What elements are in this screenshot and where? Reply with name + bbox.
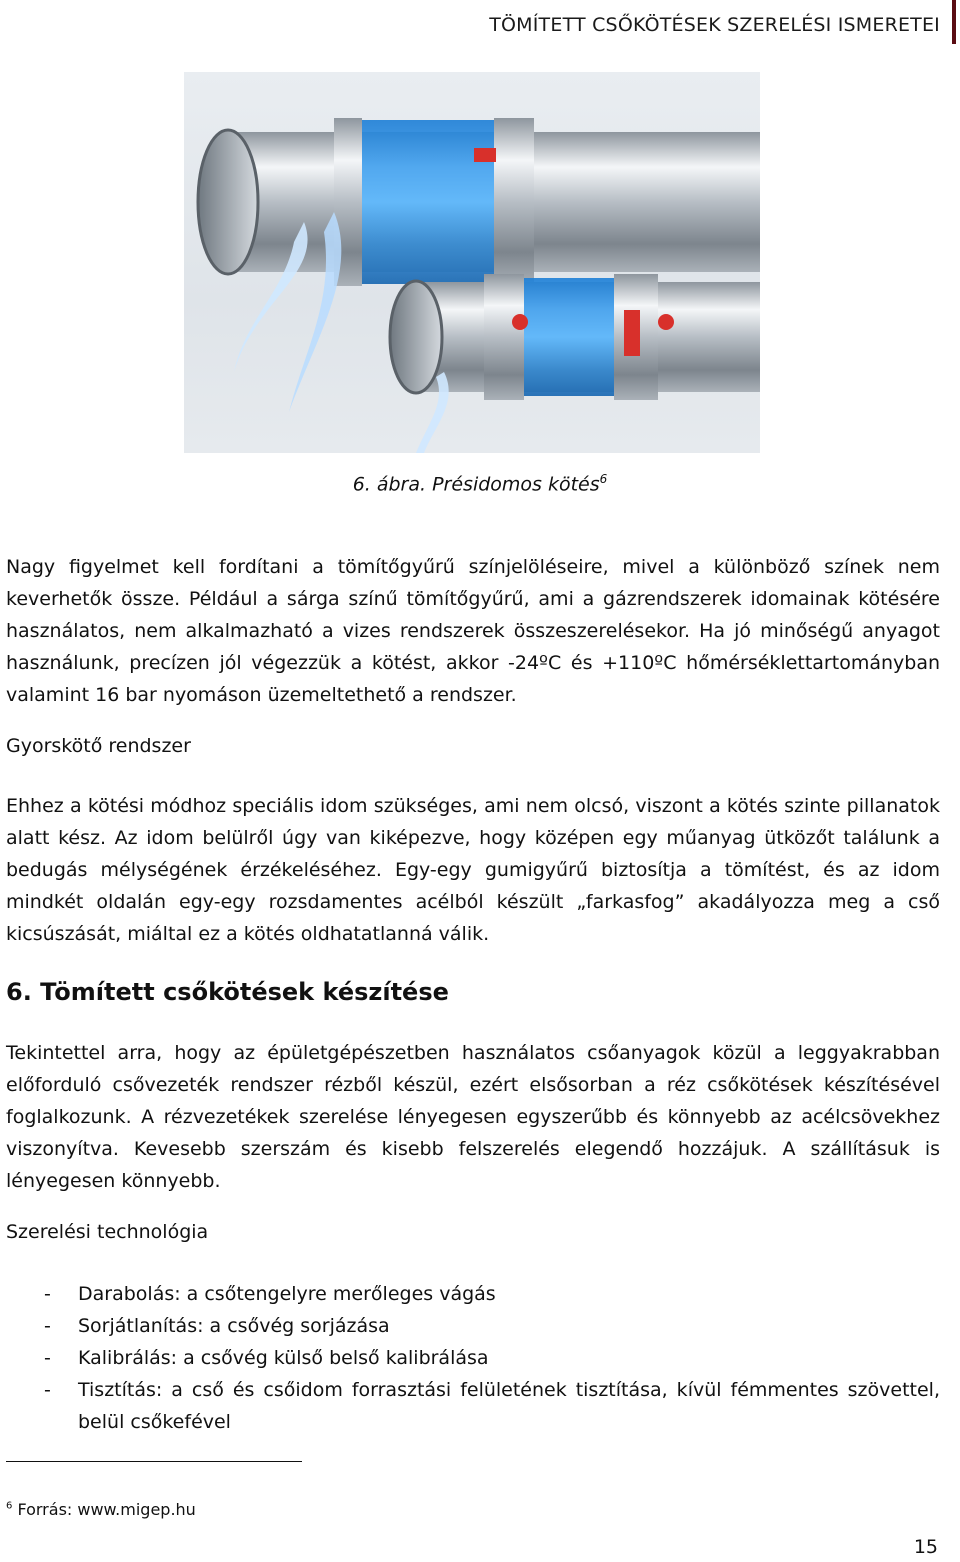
press-fitting-illustration — [184, 72, 760, 453]
step-term: Sorjátlanítás — [78, 1315, 198, 1337]
list-item — [6, 1310, 940, 1342]
step-description: : a csőtengelyre merőleges vágás — [174, 1283, 496, 1305]
list-item — [6, 1342, 940, 1374]
step-description: : a csővég sorjázása — [197, 1315, 390, 1337]
header-accent-bar — [952, 0, 956, 44]
list-dash: - — [44, 1315, 51, 1337]
press-fitting-image — [184, 72, 760, 453]
step-term: Kalibrálás — [78, 1347, 171, 1369]
figure-caption-footnote-ref: 6 — [599, 472, 608, 486]
footnote-text: Forrás: www.migep.hu — [12, 1500, 196, 1519]
step-description: : a cső és csőidom forrasztási felületének tisztítása, kívül fémmentes szövettel, belül csőkefével — [78, 1379, 940, 1433]
paragraph-copper-joints: Tekintettel arra, hogy az épületgépészetben használatos csőanyagok közül a leggyakrabban előforduló csővezeték rendszer rézből készül, ezért elsősorban a réz csőkötések készítésével foglalkozunk. A rézvezetékek szerelése lényegesen egyszerűbb és könnyebb az acélcsövekhez viszonyítva. Kevesebb szerszám és kisebb felszerelés elegendő hozzájuk. A szállításuk is lényegesen könnyebb. — [6, 1042, 940, 1192]
paragraph-color-coding: Nagy figyelmet kell fordítani a tömítőgyűrű színjelöléseire, mivel a különböző színek nem keverhetők össze. Például a sárga színű tömítőgyűrű, ami a gázrendszerek idomainak kötésére használatos, nem alkalmazható a vizes rendszerek összeszerelésekor. Ha jó minőségű anyagot használunk, precízen jól végezzük a kötést, akkor -24ºC és +110ºC hőmérséklettartományban valamint 16 bar nyomáson üzemeltethető a rendszer. — [6, 556, 940, 706]
technology-steps-list — [6, 1278, 940, 1438]
paragraph-quick-connect: Ehhez a kötési módhoz speciális idom szükséges, ami nem olcsó, viszont a kötés szinte pillanatok alatt kész. Az idom belülről úgy van kiképezve, hogy középen egy műanyag ütközőt találunk a bedugás mélységének érzékeléséhez. Egy-egy gumigyűrű biztosítja a tömítést, és az idom mindkét oldalán egy-egy rozsdamentes acélból készült „farkasfog” akadályozza meg a cső kicsúszását, miáltal ez a kötés oldhatatlanná válik. — [6, 795, 940, 945]
list-item — [6, 1374, 940, 1438]
figure-caption — [0, 472, 960, 495]
footnote-divider — [6, 1461, 302, 1462]
list-dash: - — [44, 1347, 51, 1369]
step-term: Darabolás — [78, 1283, 175, 1305]
footnote — [6, 1500, 196, 1519]
running-header: TÖMÍTETT CSŐKÖTÉSEK SZERELÉSI ISMERETEI — [489, 14, 940, 36]
subheading-technology: Szerelési technológia — [6, 1221, 209, 1243]
step-description: : a csővég külső belső kalibrálása — [170, 1347, 489, 1369]
list-item — [6, 1278, 940, 1310]
list-dash: - — [44, 1379, 51, 1401]
section-heading: 6. Tömített csőkötések készítése — [6, 978, 449, 1006]
footnote-ref: 6 — [6, 1500, 13, 1512]
step-term: Tisztítás — [78, 1379, 156, 1401]
list-dash: - — [44, 1283, 51, 1305]
subheading-quick-connect: Gyorskötő rendszer — [6, 735, 191, 757]
figure-caption-text: 6. ábra. Présidomos kötés — [352, 473, 600, 496]
page-number: 15 — [913, 1536, 938, 1558]
